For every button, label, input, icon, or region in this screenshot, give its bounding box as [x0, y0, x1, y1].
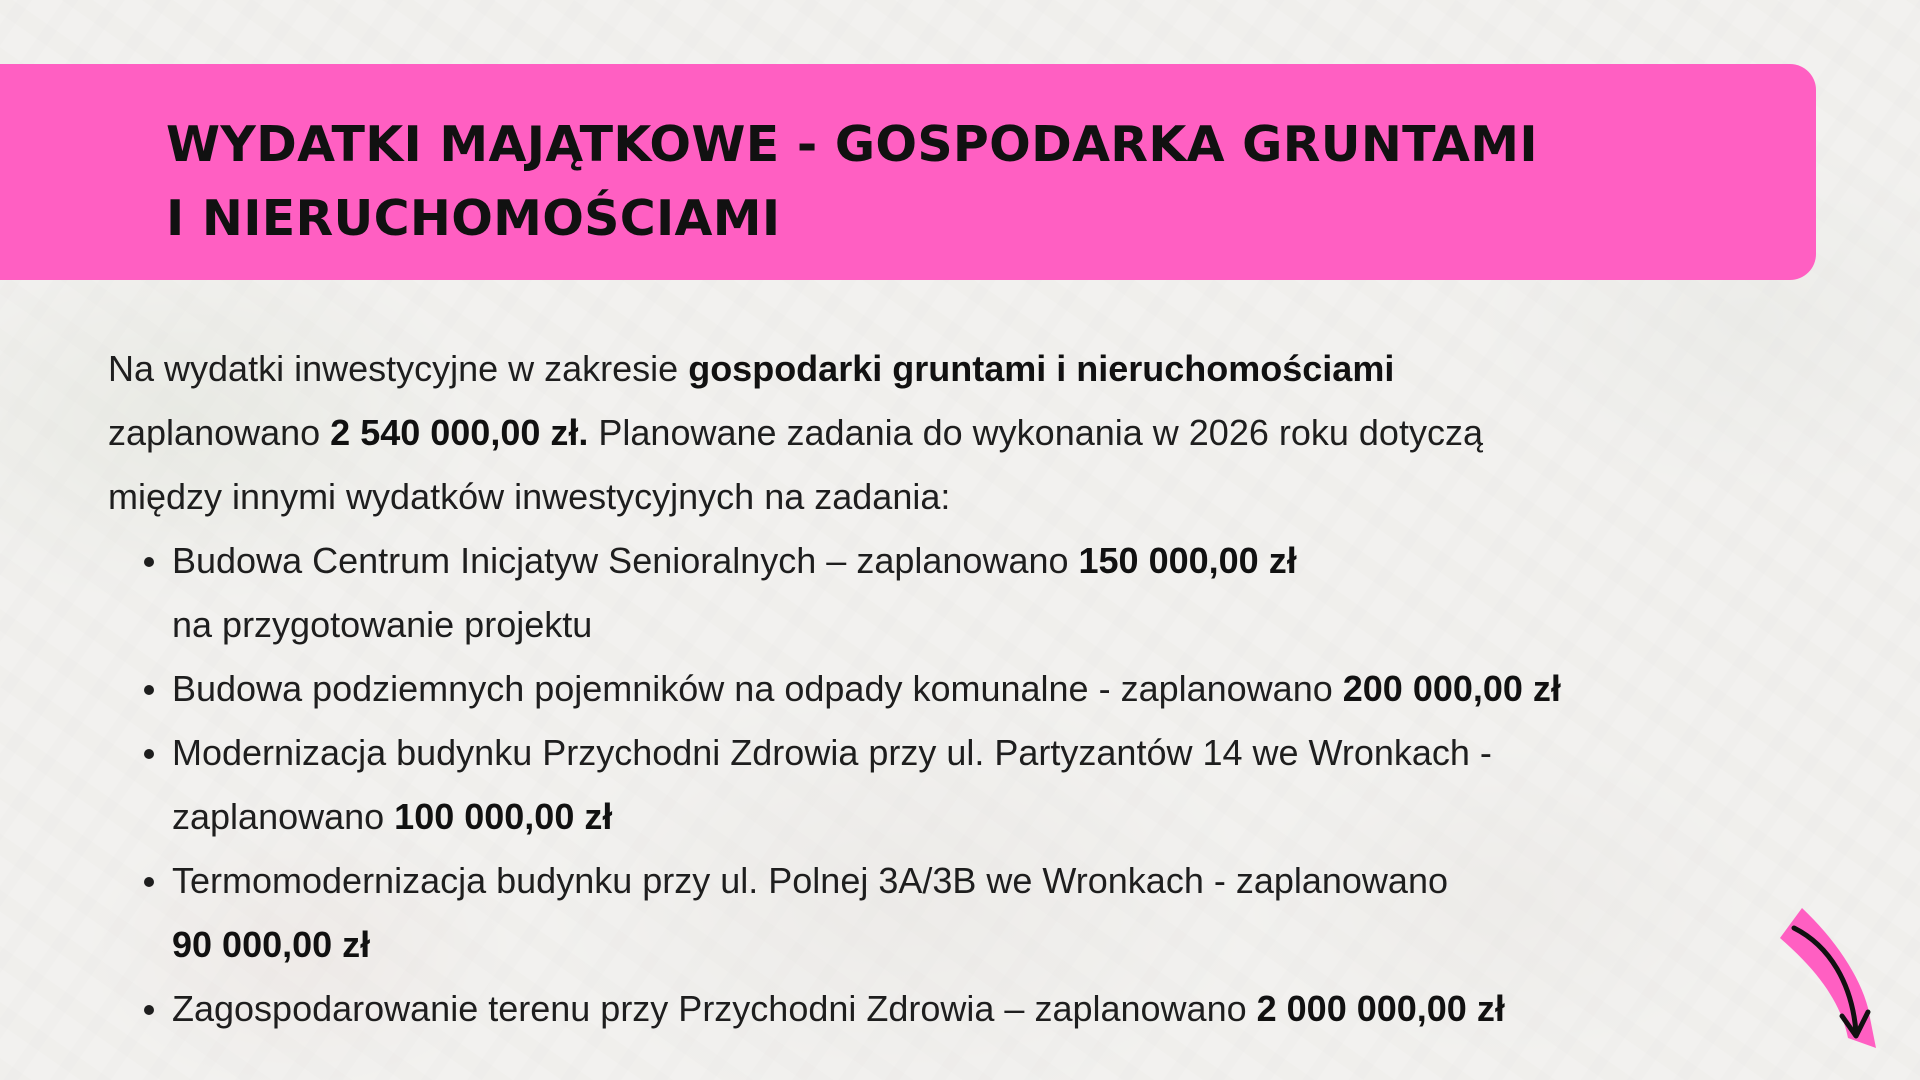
intro-paragraph: [108, 337, 1868, 529]
list-item: [172, 721, 1868, 849]
list-item: [172, 849, 1868, 977]
item-text: Modernizacja budynku Przychodni Zdrowia przy ul. Partyzantów 14 we Wronkach -: [172, 732, 1492, 773]
item-text: zaplanowano: [172, 796, 395, 837]
intro-emphasis: gospodarki gruntami i nieruchomościami: [688, 348, 1395, 389]
intro-text: Na wydatki inwestycyjne w zakresie: [108, 348, 689, 389]
content-body: [108, 337, 1868, 1041]
page-title: [166, 108, 1726, 256]
title-line-2: I NIERUCHOMOŚCIAMI: [166, 190, 781, 247]
title-line-1: WYDATKI MAJĄTKOWE - GOSPODARKA GRUNTAMI: [166, 116, 1538, 173]
intro-text: Planowane zadania do wykonania w 2026 roku dotyczą: [588, 412, 1483, 453]
item-text: Zagospodarowanie terenu przy Przychodni Zdrowia – zaplanowano: [172, 988, 1257, 1029]
title-banner: [0, 64, 1816, 280]
item-text: Budowa podziemnych pojemników na odpady komunalne - zaplanowano: [172, 668, 1343, 709]
item-text: Termomodernizacja budynku przy ul. Polnej 3A/3B we Wronkach - zaplanowano: [172, 860, 1448, 901]
curved-arrow-down-icon: [1772, 898, 1880, 1056]
item-amount: 100 000,00 zł: [394, 796, 613, 837]
list-item: [172, 977, 1868, 1041]
item-amount: 150 000,00 zł: [1078, 540, 1297, 581]
item-text: Budowa Centrum Inicjatyw Senioralnych – zaplanowano: [172, 540, 1079, 581]
intro-text: zaplanowano: [108, 412, 331, 453]
intro-text: między innymi wydatków inwestycyjnych na zadania:: [108, 476, 951, 517]
total-amount: 2 540 000,00 zł.: [330, 412, 589, 453]
item-amount: 2 000 000,00 zł: [1256, 988, 1505, 1029]
item-amount: 90 000,00 zł: [172, 924, 371, 965]
list-item: [172, 657, 1868, 721]
list-item: [172, 529, 1868, 657]
item-text: na przygotowanie projektu: [172, 604, 593, 645]
task-list: [108, 529, 1868, 1041]
item-amount: 200 000,00 zł: [1342, 668, 1561, 709]
